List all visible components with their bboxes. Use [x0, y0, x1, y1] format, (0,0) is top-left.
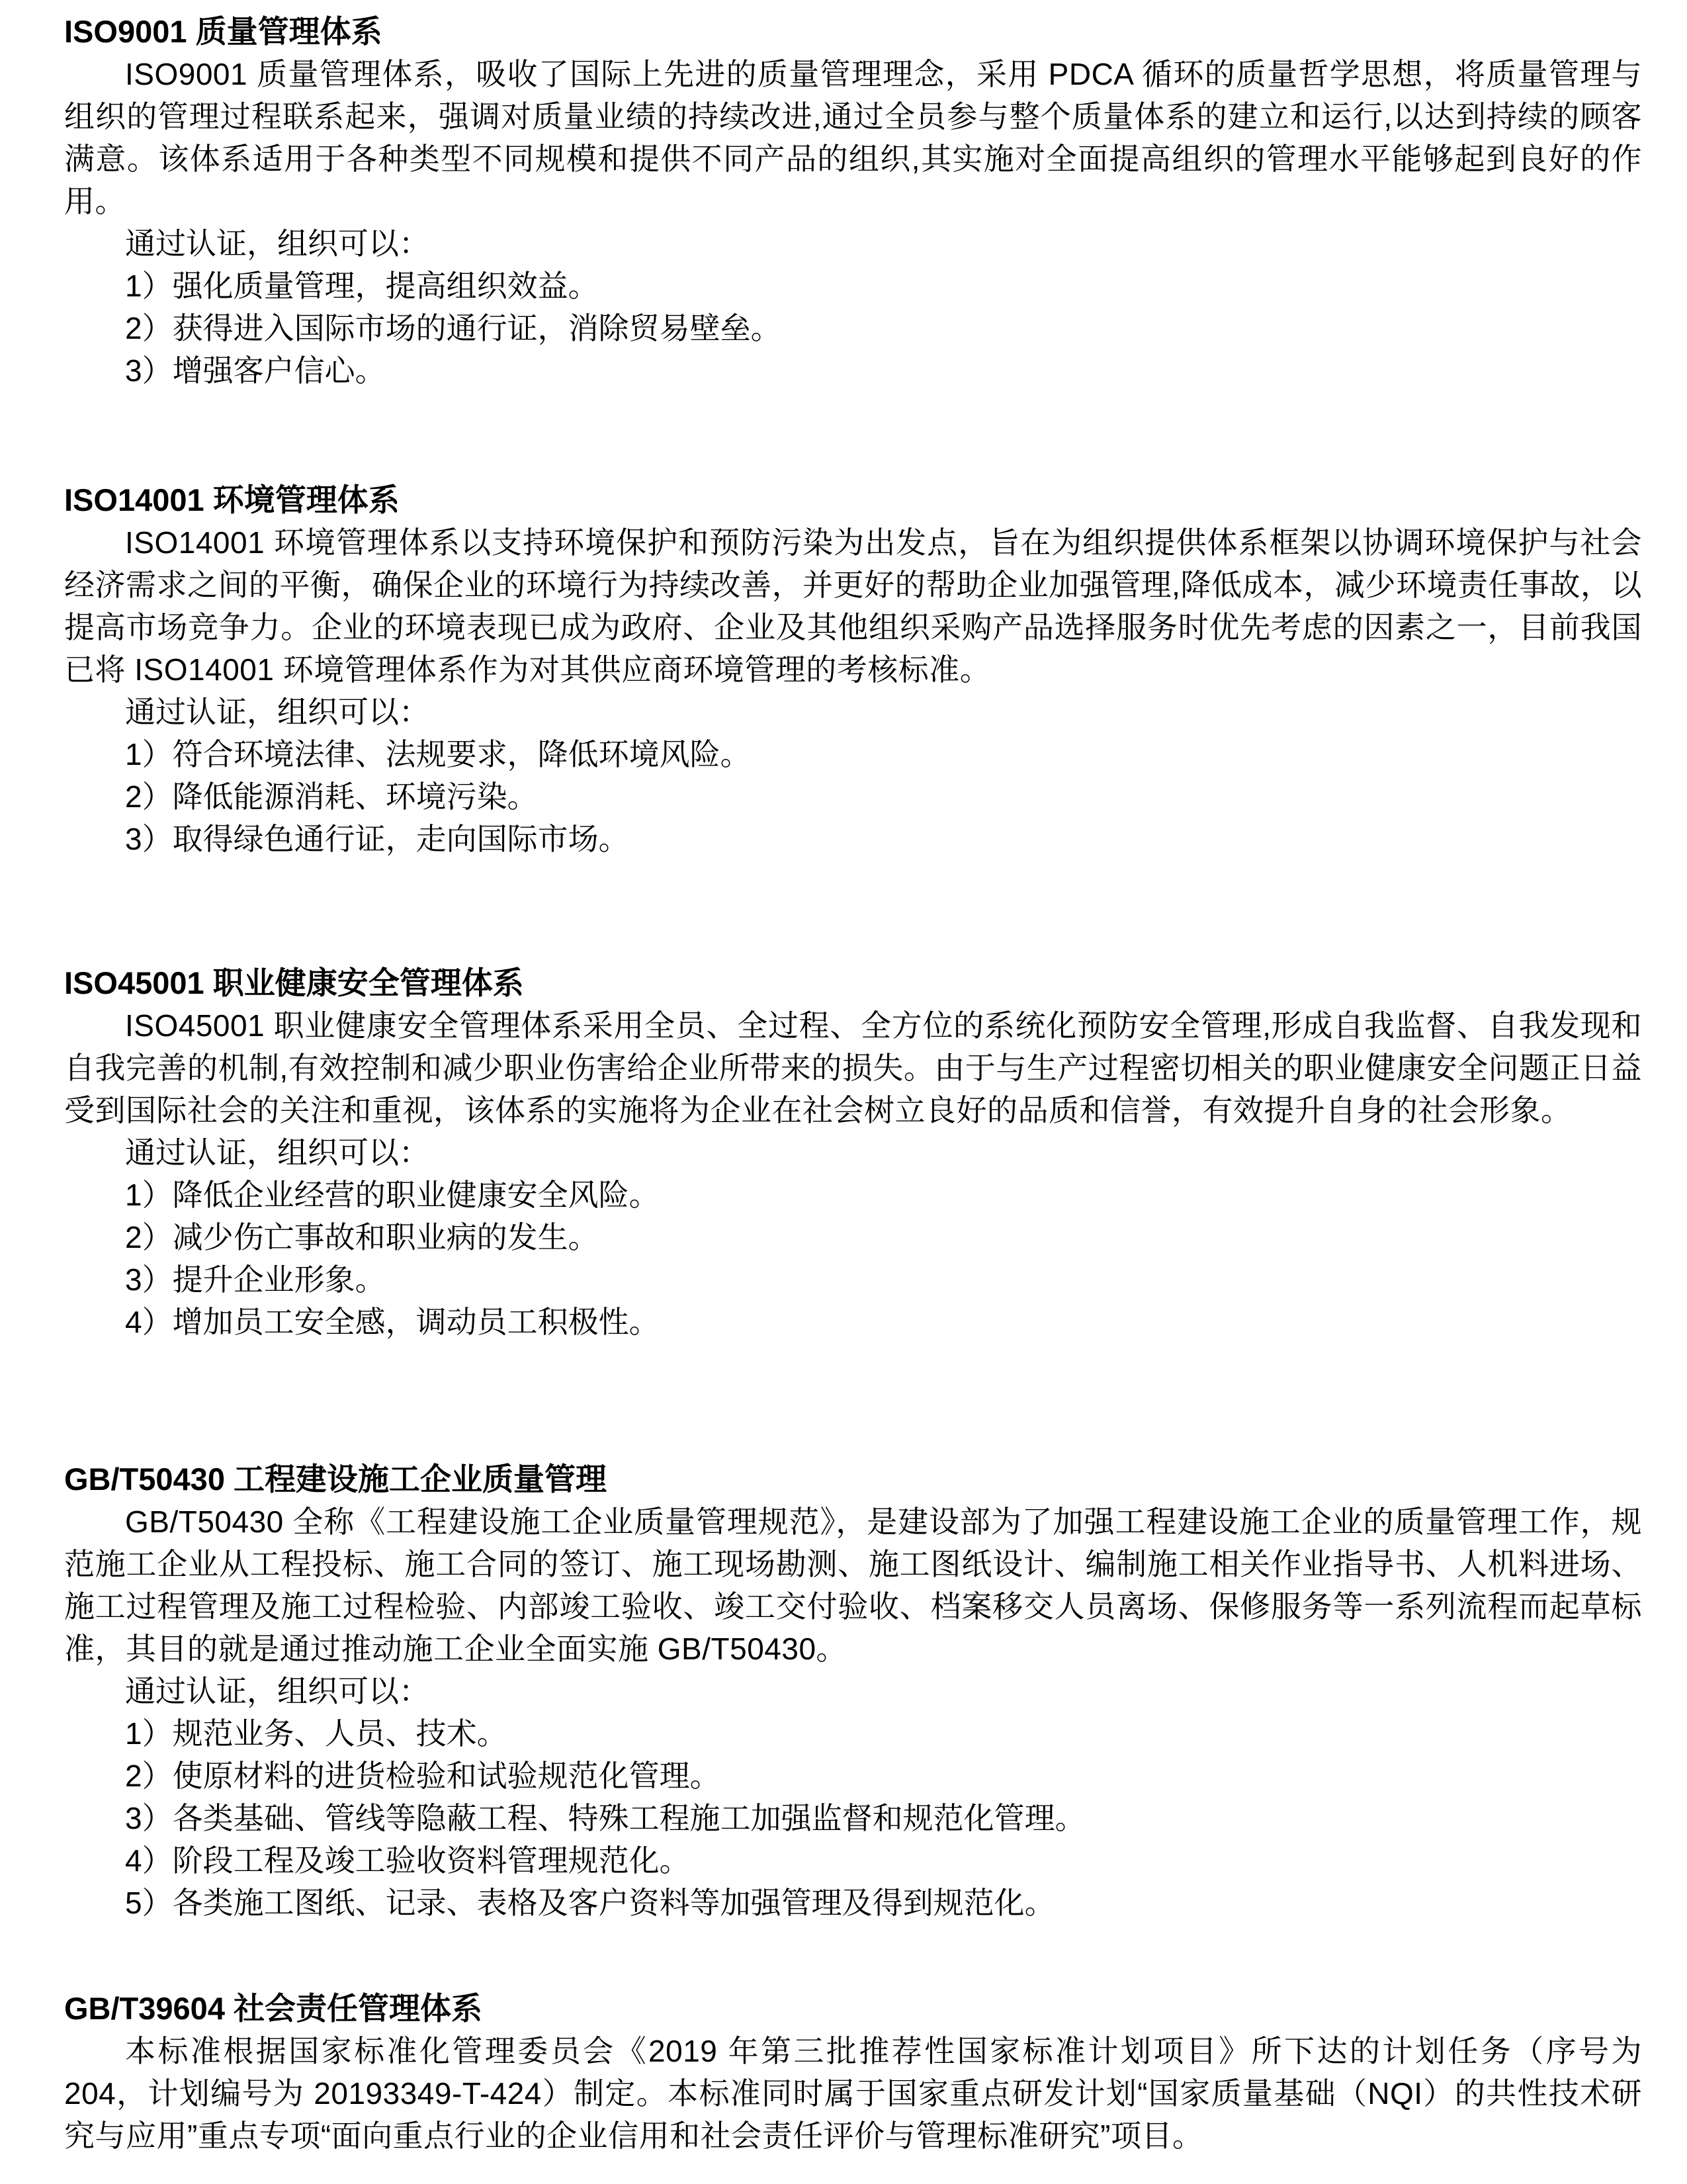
section-heading: ISO45001 职业健康安全管理体系	[64, 965, 524, 1000]
benefit-item: 1）强化质量管理，提高组织效益。	[125, 269, 599, 303]
section-gbt50430	[64, 1458, 1642, 1924]
benefit-item: 3）取得绿色通行证，走向国际市场。	[125, 822, 629, 856]
section-heading: GB/T39604 社会责任管理体系	[64, 1991, 483, 2026]
benefit-item: 1）规范业务、人员、技术。	[125, 1716, 507, 1751]
section-iso14001	[64, 479, 1642, 860]
benefit-item: 4）阶段工程及竣工验收资料管理规范化。	[125, 1843, 690, 1878]
benefits-list	[64, 733, 1642, 860]
section-iso9001	[64, 11, 1642, 392]
section-paragraph: 本标准根据国家标准化管理委员会《2019 年第三批推荐性国家标准计划项目》所下达的计划任务（序号为 204，计划编号为 20193349-T-424）制定。本标准同时属于国家重点研发计划“国家质量基础（NQI）的共性技术研究与应用”重点专项“面向重点行业的企业信用和社会责任评价与管理标准研究”项目。	[64, 2034, 1642, 2153]
section-heading: ISO14001 环境管理体系	[64, 482, 400, 517]
benefits-list	[64, 1174, 1642, 1343]
section-paragraph: GB/T50430 全称《工程建设施工企业质量管理规范》，是建设部为了加强工程建设施工企业的质量管理工作，规范施工企业从工程投标、施工合同的签订、施工现场勘测、施工图纸设计、编制施工相关作业指导书、人机料进场、施工过程管理及施工过程检验、内部竣工验收、竣工交付验收、档案移交人员离场、保修服务等一系列流程而起草标准，其目的就是通过推动施工企业全面实施 GB/T50430。	[64, 1505, 1642, 1666]
benefits-intro: 通过认证，组织可以：	[125, 1674, 429, 1708]
benefits-intro: 通过认证，组织可以：	[125, 1135, 429, 1170]
section-gbt39604	[64, 1987, 1642, 2157]
benefit-item: 2）降低能源消耗、环境污染。	[125, 779, 538, 814]
section-paragraph: ISO45001 职业健康安全管理体系采用全员、全过程、全方位的系统化预防安全管理,形成自我监督、自我发现和自我完善的机制,有效控制和减少职业伤害给企业所带来的损失。由于与生产过程密切相关的职业健康安全问题正日益受到国际社会的关注和重视，该体系的实施将为企业在社会树立良好的品质和信誉，有效提升自身的社会形象。	[64, 1008, 1642, 1127]
benefit-item: 2）使原材料的进货检验和试验规范化管理。	[125, 1759, 720, 1793]
benefits-list	[64, 1712, 1642, 1924]
benefits-list	[64, 265, 1642, 392]
benefits-intro: 通过认证，组织可以：	[125, 226, 429, 261]
benefit-item: 2）获得进入国际市场的通行证，消除贸易壁垒。	[125, 311, 781, 345]
section-heading: ISO9001 质量管理体系	[64, 14, 382, 49]
benefit-item: 1）降低企业经营的职业健康安全风险。	[125, 1178, 660, 1212]
benefits-intro: 通过认证，组织可以：	[125, 695, 429, 729]
section-paragraph: ISO9001 质量管理体系，吸收了国际上先进的质量管理理念，采用 PDCA 循环的质量哲学思想，将质量管理与组织的管理过程联系起来，强调对质量业绩的持续改进,通过全员参与整个质量体系的建立和运行,以达到持续的顾客满意。该体系适用于各种类型不同规模和提供不同产品的组织,其实施对全面提高组织的管理水平能够起到良好的作用。	[64, 57, 1642, 218]
section-heading: GB/T50430 工程建设施工企业质量管理	[64, 1462, 607, 1497]
benefit-item: 3）各类基础、管线等隐蔽工程、特殊工程施工加强监督和规范化管理。	[125, 1801, 1086, 1835]
section-iso45001	[64, 962, 1642, 1343]
benefit-item: 1）符合环境法律、法规要求，降低环境风险。	[125, 737, 751, 771]
benefit-item: 5）各类施工图纸、记录、表格及客户资料等加强管理及得到规范化。	[125, 1886, 1055, 1920]
benefit-item: 3）增强客户信心。	[125, 353, 386, 388]
benefit-item: 4）增加员工安全感，调动员工积极性。	[125, 1305, 660, 1339]
benefit-item: 3）提升企业形象。	[125, 1262, 386, 1297]
section-paragraph: ISO14001 环境管理体系以支持环境保护和预防污染为出发点，旨在为组织提供体系框架以协调环境保护与社会经济需求之间的平衡，确保企业的环境行为持续改善，并更好的帮助企业加强管理,降低成本，减少环境责任事故，以提高市场竞争力。企业的环境表现已成为政府、企业及其他组织采购产品选择服务时优先考虑的因素之一，目前我国已将 ISO14001 环境管理体系作为对其供应商环境管理的考核标准。	[64, 525, 1642, 687]
benefit-item: 2）减少伤亡事故和职业病的发生。	[125, 1220, 599, 1254]
